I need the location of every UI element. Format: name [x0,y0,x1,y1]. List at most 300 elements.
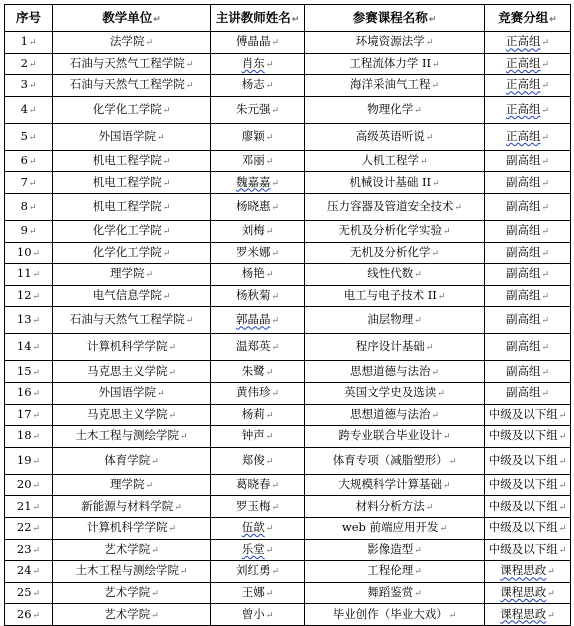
paragraph-mark: ↵ [156,389,165,400]
paragraph-mark: ↵ [439,524,448,535]
row-teacher [211,75,305,97]
row-course-text: 材料分析方法 [355,498,425,513]
paragraph-mark: ↵ [32,610,41,621]
paragraph-mark: ↵ [448,456,457,467]
paragraph-mark: ↵ [558,524,567,535]
row-no-text: 10 [16,244,32,259]
row-group [485,561,571,583]
row-group-text: 中级及以下组 [488,428,558,443]
row-teacher-text: 刘红勇 [235,563,271,578]
paragraph-mark: ↵ [28,81,37,92]
paragraph-mark: ↵ [271,502,280,513]
row-no-text: 1 [20,34,28,49]
row-course [305,539,485,561]
row-no [5,382,53,404]
row-no [5,474,53,496]
row-group-text: 正高组 [505,34,541,49]
row-unit-text: 土木工程与测绘学院 [75,563,179,578]
row-unit-text: 电气信息学院 [92,288,162,303]
row-unit [53,96,211,123]
row-course-text: 体育专项（减脂塑形） [332,452,448,467]
table-row [5,242,571,264]
row-teacher [211,604,305,626]
table-row [5,539,571,561]
row-teacher [211,32,305,54]
row-course-text: 舞蹈鉴赏 [367,584,414,599]
row-no [5,517,53,539]
table-row [5,582,571,604]
row-course [305,242,485,264]
paragraph-mark: ↵ [454,202,463,213]
row-no-text: 19 [16,452,32,467]
paragraph-mark: ↵ [32,502,41,513]
row-group [485,474,571,496]
row-no [5,32,53,54]
row-no-text: 21 [16,498,32,513]
row-no-text: 20 [16,477,32,492]
row-course-text: 毕业创作（毕业大戏） [332,606,448,621]
paragraph-mark: ↵ [145,481,154,492]
row-group [485,361,571,383]
table-row [5,150,571,172]
row-teacher-text: 温郑英 [235,339,271,354]
row-teacher [211,193,305,220]
row-group-text: 正高组 [505,101,541,116]
row-unit-text: 计算机科学学院 [86,520,168,535]
row-no [5,447,53,474]
row-group [485,582,571,604]
row-course [305,517,485,539]
paragraph-mark: ↵ [265,456,274,467]
row-group [485,96,571,123]
paragraph-mark: ↵ [425,343,434,354]
paragraph-mark: ↵ [185,59,194,70]
table-row [5,172,571,194]
row-course [305,604,485,626]
row-no [5,539,53,561]
row-group-text: 正高组 [505,128,541,143]
row-teacher [211,404,305,426]
row-group-text: 课程思政 [500,563,547,578]
row-course-text: 工程流体力学 II [349,55,432,70]
row-teacher-text: 杨莉 [241,406,265,421]
table-body [5,32,571,626]
row-group-text: 正高组 [505,55,541,70]
row-teacher [211,53,305,75]
table-header [5,5,571,32]
row-no [5,426,53,448]
row-unit-text: 马克思主义学院 [86,363,168,378]
row-teacher [211,264,305,286]
row-no-text: 9 [20,223,28,238]
row-group-text: 副高组 [505,244,541,259]
row-unit-text: 机电工程学院 [92,153,162,168]
paragraph-mark: ↵ [271,389,280,400]
row-group-text: 副高组 [505,385,541,400]
row-teacher-text: 邓丽 [241,153,265,168]
header-group: 竞赛分组↵ [485,5,571,32]
paragraph-mark: ↵ [162,178,171,189]
table-row [5,53,571,75]
paragraph-mark: ↵ [32,524,41,535]
row-group [485,53,571,75]
row-no [5,220,53,242]
row-unit-text: 马克思主义学院 [86,406,168,421]
paragraph-mark: ↵ [437,292,446,303]
row-no-text: 7 [20,174,28,189]
paragraph-mark: ↵ [414,567,422,578]
row-teacher [211,474,305,496]
paragraph-mark: ↵ [442,432,451,443]
table-row [5,561,571,583]
row-unit-text: 外国语学院 [98,385,156,400]
row-course-text: 程序设计基础 [355,339,425,354]
row-unit-text: 新能源与材料学院 [81,498,174,513]
row-no-text: 13 [16,312,32,327]
row-group-text: 副高组 [505,339,541,354]
row-unit [53,220,211,242]
row-teacher-text: 杨秋菊 [235,288,271,303]
row-course [305,53,485,75]
paragraph-mark: ↵ [168,367,177,378]
row-course-text: 线性代数 [367,266,414,281]
row-group-text: 正高组 [505,77,541,92]
paragraph-mark: ↵ [185,316,194,327]
paragraph-mark: ↵ [558,410,567,421]
row-unit [53,539,211,561]
paragraph-mark: ↵ [271,292,280,303]
row-teacher-text: 王娜 [241,584,265,599]
paragraph-mark: ↵ [271,316,280,327]
row-course-text: 油层物理 [367,312,414,327]
row-no-text: 16 [16,385,32,400]
paragraph-mark: ↵ [28,38,37,49]
paragraph-mark: ↵ [271,343,280,354]
row-no [5,361,53,383]
table-row [5,307,571,334]
paragraph-mark: ↵ [419,157,428,168]
row-unit [53,75,211,97]
row-teacher-text: 郑俊 [241,452,265,467]
paragraph-mark: ↵ [265,81,274,92]
row-no-text: 11 [16,266,32,281]
paragraph-mark: ↵ [541,270,550,281]
row-course-text: 无机及分析化学 [349,244,431,259]
row-course [305,32,485,54]
row-unit [53,604,211,626]
paragraph-mark: ↵ [32,456,41,467]
paragraph-mark: ↵ [541,38,550,49]
table-row [5,123,571,150]
row-course-text: 压力容器及管道安全技术 [326,198,454,213]
row-unit-text: 机电工程学院 [92,174,162,189]
row-course [305,220,485,242]
row-course [305,285,485,307]
row-course [305,334,485,361]
paragraph-mark: ↵ [431,410,440,421]
table-row [5,474,571,496]
row-group [485,426,571,448]
paragraph-mark: ↵ [185,81,194,92]
row-no [5,582,53,604]
row-course [305,447,485,474]
paragraph-mark: ↵ [541,389,550,400]
row-unit [53,517,211,539]
row-no-text: 18 [16,428,32,443]
row-group-text: 副高组 [505,174,541,189]
table-row [5,426,571,448]
row-group [485,32,571,54]
row-teacher-text: 乐堂 [241,541,265,556]
row-unit-text: 艺术学院 [104,606,151,621]
row-no-text: 22 [16,520,32,535]
row-no-text: 8 [20,198,28,213]
row-unit-text: 法学院 [109,34,145,49]
paragraph-mark: ↵ [425,132,434,143]
header-unit: 教学单位↵ [53,5,211,32]
row-teacher-text: 葛晓春 [235,477,271,492]
row-no [5,193,53,220]
document-page [4,4,571,626]
table-row [5,96,571,123]
row-teacher [211,517,305,539]
paragraph-mark: ↵ [558,545,567,556]
row-unit [53,582,211,604]
table-row [5,264,571,286]
row-no-text: 25 [16,584,32,599]
row-unit [53,307,211,334]
paragraph-mark: ↵ [547,610,555,621]
row-teacher-text: 杨志 [241,77,265,92]
row-no [5,404,53,426]
row-course [305,382,485,404]
row-unit [53,150,211,172]
row-group-text: 中级及以下组 [488,498,558,513]
row-unit-text: 理学院 [109,477,145,492]
row-teacher-text: 郭晶晶 [235,312,271,327]
table-row [5,517,571,539]
row-teacher [211,582,305,604]
row-unit [53,382,211,404]
paragraph-mark: ↵ [541,157,550,168]
paragraph-mark: ↵ [547,588,555,599]
paragraph-mark: ↵ [156,132,165,143]
row-no-text: 14 [16,339,32,354]
paragraph-mark: ↵ [265,588,274,599]
paragraph-mark: ↵ [541,178,550,189]
table-row [5,285,571,307]
row-unit [53,361,211,383]
row-unit-text: 土木工程与测绘学院 [75,428,179,443]
row-teacher-text: 钟声 [241,428,265,443]
paragraph-mark: ↵ [162,157,171,168]
row-unit-text: 石油与天然气工程学院 [69,77,185,92]
row-course-text: 思想道德与法治 [349,406,431,421]
row-group [485,264,571,286]
paragraph-mark: ↵ [179,567,188,578]
table-row [5,32,571,54]
row-group [485,334,571,361]
row-course [305,582,485,604]
paragraph-mark: ↵ [432,178,440,189]
paragraph-mark: ↵ [32,567,41,578]
paragraph-mark: ↵ [425,502,434,513]
row-no-text: 6 [20,153,28,168]
paragraph-mark: ↵ [28,105,37,116]
row-no-text: 3 [20,77,28,92]
paragraph-mark: ↵ [541,81,550,92]
paragraph-mark: ↵ [32,343,41,354]
row-unit-text: 计算机科学学院 [86,339,168,354]
row-unit [53,53,211,75]
header-teacher: 主讲教师姓名↵ [211,5,305,32]
paragraph-mark: ↵ [28,157,37,168]
row-teacher [211,123,305,150]
row-group [485,517,571,539]
row-no-text: 26 [16,606,32,621]
row-course [305,561,485,583]
row-group [485,447,571,474]
row-unit [53,561,211,583]
paragraph-mark: ↵ [265,270,274,281]
row-course-text: 人机工程学 [361,153,419,168]
paragraph-mark: ↵ [265,59,274,70]
row-no [5,150,53,172]
row-unit [53,264,211,286]
row-course-text: 英国文学史及选读 [344,385,437,400]
row-course [305,96,485,123]
row-course [305,123,485,150]
row-unit [53,123,211,150]
row-unit [53,193,211,220]
row-group-text: 副高组 [505,223,541,238]
row-teacher-text: 廖颖 [241,128,265,143]
row-no-text: 24 [16,563,32,578]
paragraph-mark: ↵ [151,610,159,621]
row-unit-text: 理学院 [109,266,145,281]
row-no [5,242,53,264]
row-course [305,172,485,194]
row-group [485,242,571,264]
row-teacher-text: 曾小 [241,606,265,621]
row-group [485,604,571,626]
row-course [305,307,485,334]
table-row [5,604,571,626]
paragraph-mark: ↵ [28,59,37,70]
row-group-text: 中级及以下组 [488,477,558,492]
row-teacher-text: 杨晓惠 [235,198,271,213]
paragraph-mark: ↵ [541,367,550,378]
row-group [485,172,571,194]
paragraph-mark: ↵ [541,227,550,238]
row-no-text: 15 [16,363,32,378]
row-unit-text: 艺术学院 [104,584,151,599]
row-no [5,604,53,626]
row-course-text: 海洋采油气工程 [349,77,431,92]
row-teacher [211,382,305,404]
row-unit [53,32,211,54]
table-row [5,334,571,361]
row-unit-text: 石油与天然气工程学院 [69,55,185,70]
row-teacher [211,307,305,334]
row-teacher [211,220,305,242]
paragraph-mark: ↵ [265,367,274,378]
row-group [485,496,571,518]
paragraph-mark: ↵ [541,316,550,327]
paragraph-mark: ↵ [168,524,177,535]
row-group-text: 副高组 [505,312,541,327]
row-course-text: 无机及分析化学实验 [338,223,442,238]
row-course-text: 物理化学 [367,101,414,116]
row-teacher [211,172,305,194]
row-no [5,53,53,75]
row-course-text: 影像造型 [367,541,414,556]
paragraph-mark: ↵ [179,432,188,443]
row-unit-text: 化学化工学院 [92,223,162,238]
paragraph-mark: ↵ [151,456,159,467]
paragraph-mark: ↵ [145,38,154,49]
row-teacher-text: 朱鹭 [241,363,265,378]
row-course-text: 思想道德与法治 [349,363,431,378]
row-unit-text: 化学化工学院 [92,244,162,259]
row-group [485,193,571,220]
paragraph-mark: ↵ [271,178,280,189]
paragraph-mark: ↵ [28,202,37,213]
row-unit-text: 石油与天然气工程学院 [69,312,185,327]
row-group-text: 中级及以下组 [488,520,558,535]
row-unit [53,242,211,264]
row-group [485,285,571,307]
paragraph-mark: ↵ [162,202,171,213]
paragraph-mark: ↵ [558,456,567,467]
paragraph-mark: ↵ [425,38,434,49]
row-group-text: 副高组 [505,266,541,281]
row-unit [53,474,211,496]
row-unit [53,334,211,361]
paragraph-mark: ↵ [541,343,550,354]
row-course [305,150,485,172]
row-no-text: 2 [20,55,28,70]
paragraph-mark: ↵ [32,248,41,259]
row-teacher-text: 朱元强 [235,101,271,116]
paragraph-mark: ↵ [442,481,451,492]
row-no-text: 12 [16,288,32,303]
row-no-text: 17 [16,406,32,421]
row-teacher-text: 罗玉梅 [235,498,271,513]
row-teacher [211,285,305,307]
row-course [305,264,485,286]
row-no [5,561,53,583]
paragraph-mark: ↵ [32,432,41,443]
row-course [305,496,485,518]
paragraph-mark: ↵ [265,432,274,443]
row-teacher [211,561,305,583]
paragraph-mark: ↵ [431,367,440,378]
row-group-text: 中级及以下组 [488,541,558,556]
competition-table [4,4,571,626]
row-group-text: 副高组 [505,363,541,378]
row-no [5,172,53,194]
paragraph-mark: ↵ [265,610,274,621]
row-unit-text: 艺术学院 [104,541,151,556]
row-course [305,75,485,97]
paragraph-mark: ↵ [162,105,171,116]
row-no [5,75,53,97]
paragraph-mark: ↵ [431,81,440,92]
paragraph-mark: ↵ [558,481,567,492]
row-teacher [211,242,305,264]
paragraph-mark: ↵ [265,410,274,421]
